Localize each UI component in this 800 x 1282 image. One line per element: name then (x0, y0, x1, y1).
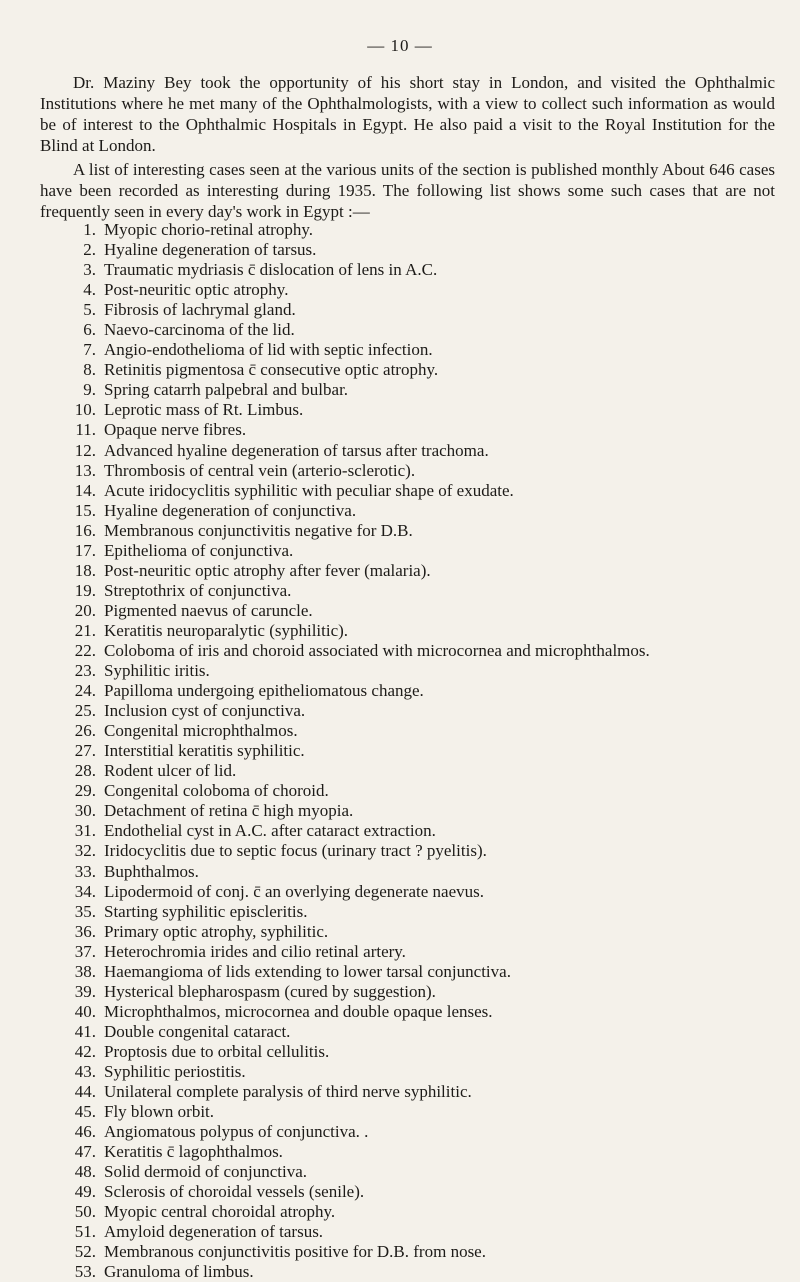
case-number: 35. (74, 901, 96, 921)
case-number: 16. (74, 520, 96, 540)
case-number: 17. (74, 540, 96, 560)
case-list-item (40, 601, 785, 621)
case-number: 25. (74, 701, 96, 721)
case-list-item (40, 962, 785, 982)
case-list-item (40, 821, 785, 841)
case-number: 53. (74, 1262, 96, 1282)
case-number: 48. (74, 1162, 96, 1182)
case-description: Interstitial keratitis syphilitic. (104, 741, 305, 761)
case-list-item (40, 1082, 785, 1102)
case-number: 29. (74, 781, 96, 801)
case-list-item (40, 741, 785, 761)
case-number: 41. (74, 1021, 96, 1041)
case-list-item (40, 761, 785, 781)
case-description: Keratitis neuroparalytic (syphilitic). (104, 620, 349, 640)
case-number: 31. (74, 821, 96, 841)
case-description: Detachment of retina c̄ high myopia. (104, 801, 354, 821)
case-list-item (40, 922, 785, 942)
case-description: Endothelial cyst in A.C. after cataract extraction. (104, 821, 436, 841)
case-description: Congenital coloboma of choroid. (104, 781, 329, 801)
case-description: Sclerosis of choroidal vessels (senile). (104, 1182, 365, 1202)
case-number: 14. (74, 480, 96, 500)
case-description: Retinitis pigmentosa c̄ consecutive optic atrophy. (104, 360, 439, 380)
case-description: Leprotic mass of Rt. Limbus. (104, 400, 304, 420)
case-description: Coloboma of iris and choroid associated with microcornea and microphthalmos. (104, 641, 650, 660)
case-list-item (40, 1062, 785, 1082)
case-list-item (40, 1022, 785, 1042)
case-list-item (40, 501, 785, 521)
case-list-item (40, 1042, 785, 1062)
case-list-item (40, 1002, 785, 1022)
case-list-item (40, 841, 785, 861)
case-number: 33. (74, 861, 96, 881)
case-list-item (40, 982, 785, 1002)
case-list-item (40, 360, 785, 380)
case-list-item (40, 1122, 785, 1142)
case-number: 49. (74, 1182, 96, 1202)
case-list-item (40, 581, 785, 601)
case-number: 26. (74, 721, 96, 741)
case-number: 9. (83, 380, 96, 400)
case-list-item (40, 340, 785, 360)
case-list-item (40, 902, 785, 922)
case-number: 24. (74, 681, 96, 701)
case-number: 15. (74, 500, 96, 520)
case-list-item (40, 461, 785, 481)
case-list-item (40, 400, 785, 420)
case-number: 19. (74, 580, 96, 600)
case-description: Haemangioma of lids extending to lower tarsal conjunctiva. (104, 961, 511, 981)
case-list-item (40, 1222, 785, 1242)
case-description: Amyloid degeneration of tarsus. (104, 1222, 324, 1242)
case-number: 30. (74, 801, 96, 821)
case-description: Angiomatous polypus of conjunctiva. . (104, 1122, 369, 1142)
case-list-item (40, 240, 785, 260)
case-number: 34. (74, 881, 96, 901)
case-number: 39. (74, 981, 96, 1001)
case-description: Microphthalmos, microcornea and double opaque lenses. (104, 1001, 493, 1021)
case-number: 36. (74, 921, 96, 941)
case-description: Membranous conjunctivitis negative for D.B. (104, 520, 413, 540)
case-list-item (40, 1142, 785, 1162)
case-list-item (40, 320, 785, 340)
case-list-item (40, 1102, 785, 1122)
case-description: Granuloma of limbus. (104, 1262, 254, 1282)
case-list-item (40, 621, 785, 641)
paragraph-case-list-intro: A list of interesting cases seen at the various units of the section is published monthly About 646 cases have been recorded as interesting during 1935. The following list shows some such cases that are not frequently seen in every day's work in Egypt :— (40, 160, 775, 221)
case-description: Iridocyclitis due to septic focus (urinary tract ? pyelitis). (104, 841, 487, 861)
case-number: 50. (74, 1202, 96, 1222)
case-list-item (40, 882, 785, 902)
case-number: 42. (74, 1041, 96, 1061)
case-number: 40. (74, 1001, 96, 1021)
case-number: 18. (74, 560, 96, 580)
case-number: 43. (74, 1061, 96, 1081)
case-number: 3. (83, 260, 96, 280)
case-description: Epithelioma of conjunctiva. (104, 540, 294, 560)
case-description: Opaque nerve fibres. (104, 420, 247, 440)
case-list-item (40, 1162, 785, 1182)
case-number: 5. (83, 300, 96, 320)
case-number: 51. (74, 1222, 96, 1242)
case-list (40, 220, 785, 1282)
case-description: Pigmented naevus of caruncle. (104, 600, 313, 620)
case-description: Papilloma undergoing epitheliomatous change. (104, 681, 424, 701)
case-description: Naevo-carcinoma of the lid. (104, 320, 295, 340)
case-list-item (40, 701, 785, 721)
case-description: Fibrosis of lachrymal gland. (104, 300, 296, 320)
case-description: Rodent ulcer of lid. (104, 761, 237, 781)
case-description: Streptothrix of conjunctiva. (104, 580, 292, 600)
case-number: 28. (74, 761, 96, 781)
case-number: 22. (74, 641, 96, 660)
case-description: Advanced hyaline degeneration of tarsus after trachoma. (104, 440, 489, 460)
case-number: 2. (83, 240, 96, 260)
case-number: 37. (74, 941, 96, 961)
case-description: Keratitis c̄ lagophthalmos. (104, 1142, 283, 1162)
case-number: 13. (74, 460, 96, 480)
case-list-item (40, 1242, 785, 1262)
case-description: Solid dermoid of conjunctiva. (104, 1162, 308, 1182)
case-number: 45. (74, 1102, 96, 1122)
case-description: Buphthalmos. (104, 861, 199, 881)
case-number: 23. (74, 661, 96, 681)
case-list-item (40, 561, 785, 581)
case-description: Syphilitic iritis. (104, 661, 210, 681)
case-number: 32. (74, 841, 96, 861)
case-list-item (40, 862, 785, 882)
case-description: Hyaline degeneration of tarsus. (104, 240, 317, 260)
case-number: 52. (74, 1242, 96, 1262)
case-description: Hyaline degeneration of conjunctiva. (104, 500, 357, 520)
case-description: Traumatic mydriasis c̄ dislocation of lens in A.C. (104, 260, 438, 280)
case-list-item (40, 1202, 785, 1222)
case-list-item (40, 801, 785, 821)
case-description: Proptosis due to orbital cellulitis. (104, 1041, 330, 1061)
case-list-item (40, 1262, 785, 1282)
case-description: Membranous conjunctivitis positive for D.B. from nose. (104, 1242, 486, 1262)
case-description: Double congenital cataract. (104, 1021, 291, 1041)
page-number: — 10 — (367, 36, 433, 55)
case-description: Unilateral complete paralysis of third nerve syphilitic. (104, 1082, 472, 1102)
case-list-item (40, 260, 785, 280)
case-list-item (40, 721, 785, 741)
case-list-item (40, 220, 785, 240)
case-number: 7. (83, 340, 96, 360)
case-number: 4. (83, 280, 96, 300)
case-list-item (40, 521, 785, 541)
case-number: 10. (74, 400, 96, 420)
case-list-item (40, 541, 785, 561)
case-number: 38. (74, 961, 96, 981)
case-number: 6. (83, 320, 96, 340)
case-list-item (40, 1182, 785, 1202)
case-number: 21. (74, 620, 96, 640)
case-list-item (40, 481, 785, 501)
case-list-item (40, 441, 785, 461)
case-description: Myopic central choroidal atrophy. (104, 1202, 336, 1222)
case-list-item (40, 280, 785, 300)
case-description: Thrombosis of central vein (arterio-sclerotic). (104, 460, 416, 480)
case-description: Myopic chorio-retinal atrophy. (104, 220, 313, 240)
case-list-item (40, 300, 785, 320)
case-description: Angio-endothelioma of lid with septic infection. (104, 340, 433, 360)
case-description: Primary optic atrophy, syphilitic. (104, 921, 329, 941)
case-list-item (40, 420, 785, 440)
case-description: Starting syphilitic episcleritis. (104, 901, 308, 921)
case-description: Lipodermoid of conj. c̄ an overlying degenerate naevus. (104, 881, 485, 901)
case-description: Inclusion cyst of conjunctiva. (104, 701, 306, 721)
case-description: Post-neuritic optic atrophy after fever (malaria). (104, 560, 431, 580)
case-description: Acute iridocyclitis syphilitic with peculiar shape of exudate. (104, 480, 514, 500)
case-description: Heterochromia irides and cilio retinal artery. (104, 941, 406, 961)
case-number: 12. (74, 440, 96, 460)
case-number: 11. (75, 420, 96, 440)
case-list-item (40, 942, 785, 962)
case-description: Hysterical blepharospasm (cured by suggestion). (104, 981, 436, 1001)
case-number: 20. (74, 600, 96, 620)
case-number: 46. (74, 1122, 96, 1142)
case-number: 44. (74, 1082, 96, 1102)
case-number: 47. (74, 1142, 96, 1162)
case-number: 8. (83, 360, 96, 380)
case-list-item (40, 781, 785, 801)
case-description: Post-neuritic optic atrophy. (104, 280, 289, 300)
case-description: Congenital microphthalmos. (104, 721, 298, 741)
case-number: 27. (74, 741, 96, 761)
paragraph-visit: Dr. Maziny Bey took the opportunity of his short stay in London, and visited the Ophthalmic Institutions where he met many of the Ophthalmologists, with a view to collect such information as would be of interest to the Ophthalmic Hospitals in Egypt. He also paid a visit to the Royal Institution for the Blind at London. (40, 73, 775, 155)
case-description: Fly blown orbit. (104, 1102, 215, 1122)
case-number: 1. (83, 220, 96, 240)
case-list-item (40, 661, 785, 681)
case-list-item (40, 380, 785, 400)
case-description: Syphilitic periostitis. (104, 1061, 246, 1081)
case-list-item (40, 641, 785, 661)
case-list-item (40, 681, 785, 701)
case-description: Spring catarrh palpebral and bulbar. (104, 380, 349, 400)
